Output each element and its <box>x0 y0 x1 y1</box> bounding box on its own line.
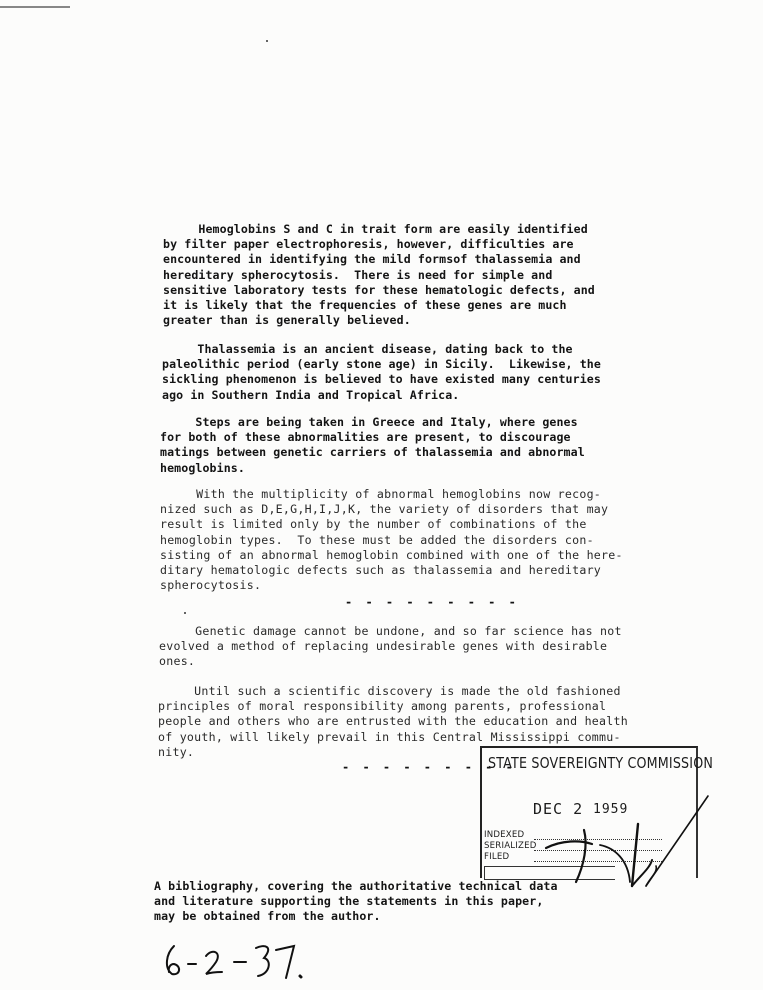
stamp-serialized-label: SERIALIZED <box>484 841 537 851</box>
paragraph-genetic-damage: Genetic damage cannot be undone, and so far science has not evolved a method of replacing undesirable genes with desirable ones. <box>159 624 622 669</box>
paragraph-scientific-discovery: Until such a scientific discovery is made the old fashioned principles of moral responsibility among parents, professional people and others who are entrusted with the education and health of youth, will likely prevail in this Central Mississippi commu- nity. <box>158 684 628 759</box>
paragraph-thalassemia-history: Thalassemia is an ancient disease, dating back to the paleolithic period (early stone age) in Sicily. Likewise, the sickling phenomenon is believed to have existed many centuries ago in Southern India and Tropical Africa. <box>162 342 601 402</box>
scan-speck <box>184 612 186 614</box>
stamp-date: DEC 2 <box>533 800 584 818</box>
paragraph-multiplicity: With the multiplicity of abnormal hemoglobins now recog- nized such as D,E,G,H,I,J,K, the variety of disorders that may result is limited only by the number of combinations of the hemoglobin types. To these must be added the disorders con- sisting of an abnormal hemoglobin combined with one of the here- ditary hematologic defects such as thalassemia and hereditary spherocytosis. <box>160 487 623 593</box>
scan-speck <box>266 40 268 42</box>
handwritten-number <box>160 934 310 984</box>
bibliography-note: A bibliography, covering the authoritative technical data and literature supporting the statements in this paper, may be obtained from the author. <box>154 879 558 924</box>
stamp-indexed-label: INDEXED <box>484 830 525 840</box>
section-separator: - - - - - - - - - <box>342 760 516 774</box>
scan-artifact <box>0 6 70 8</box>
section-separator: - - - - - - - - - <box>345 595 519 609</box>
paragraph-hemoglobins: Hemoglobins S and C in trait form are easily identified by filter paper electrophoresis, however, difficulties are encountered in identifying the mild formsof thalassemia and hereditary spherocytosis. There is need for simple and sensitive laboratory tests for these hematologic defects, and it is likely that the frequencies of these genes are much greater than is generally believed. <box>163 222 595 328</box>
stamp-year: 1959 <box>593 802 629 817</box>
handwritten-initials <box>540 790 720 900</box>
stamp-title: STATE SOVEREIGNTY COMMISSION <box>488 754 714 772</box>
stamp-filed-label: FILED <box>484 852 510 862</box>
paragraph-greece-italy: Steps are being taken in Greece and Italy, where genes for both of these abnormalities are present, to discourage matings between genetic carriers of thalassemia and abnormal hemoglobins. <box>160 415 585 475</box>
